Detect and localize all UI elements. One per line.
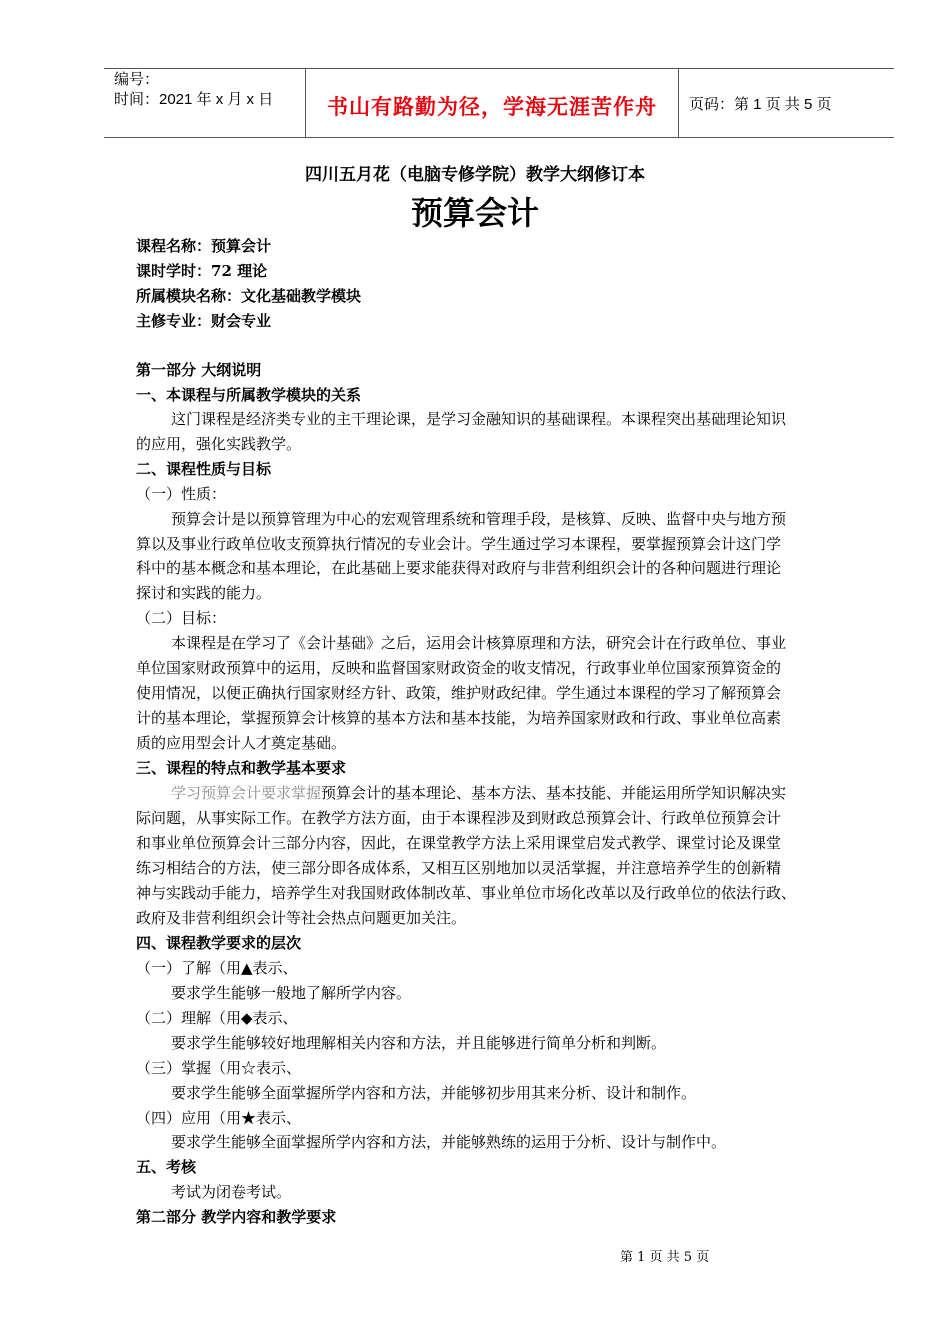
subsection-heading: （二）目标： <box>136 609 227 627</box>
motto: 书山有路勤为径，学海无涯苦作舟 <box>327 95 657 119</box>
paragraph-line: 单位国家财政预算中的运用，反映和监督国家财政资金的收支情况，行政事业单位国家预算资金的 <box>136 659 782 677</box>
paragraph-line <box>171 783 786 803</box>
section-heading: 一、本课程与所属教学模块的关系 <box>136 386 362 404</box>
document-number: 编号： <box>114 71 160 88</box>
level-description: 要求学生能够一般地了解所学内容。 <box>171 984 412 1002</box>
paragraph-line: 的应用，强化实践教学。 <box>136 435 302 453</box>
paragraph-line: 质的应用型会计人才奠定基础。 <box>136 734 347 752</box>
level-description: 要求学生能够全面掌握所学内容和方法，并能够初步用其来分析、设计和制作。 <box>171 1084 697 1102</box>
level-description: 要求学生能够全面掌握所学内容和方法，并能够熟练的运用于分析、设计与制作中。 <box>171 1133 727 1151</box>
header-page-cell <box>679 69 894 137</box>
course-hours: 课时学时：72 理论 <box>136 262 268 280</box>
paragraph-line: 和事业单位预算会计三部分内容，因此，在课堂教学方法上采用课堂启发式教学、课堂讨论及课堂 <box>136 834 782 852</box>
subsection-heading: （一）性质： <box>136 485 227 503</box>
section-heading: 二、课程性质与目标 <box>136 460 272 478</box>
paragraph-line: 练习相结合的方法，使三部分即各成体系，又相互区别地加以灵活掌握，并注意培养学生的创新精 <box>136 859 782 877</box>
header-motto-cell <box>305 69 679 137</box>
paragraph-line: 考试为闭卷考试。 <box>171 1183 292 1201</box>
faded-text: 学习预算会计要求掌握 <box>171 784 322 802</box>
paragraph-line: 使用情况，以便正确执行国家财经方针、政策，维护财政纪律。学生通过本课程的学习了解预算会 <box>136 684 782 702</box>
document-date: 时间：2021 年 x 月 x 日 <box>114 91 274 108</box>
paragraph-line: 预算会计是以预算管理为中心的宏观管理系统和管理手段，是核算、反映、监督中央与地方预 <box>171 510 787 528</box>
paragraph-text: 预算会计的基本理论、基本方法、基本技能、并能运用所学知识解决实 <box>321 784 787 802</box>
page-footer: 第 1 页 共 5 页 <box>620 1250 710 1265</box>
paragraph-line: 神与实践动手能力，培养学生对我国财政体制改革、事业单位市场化改革以及行政单位的依法行政、 <box>136 884 797 902</box>
level-heading: （一）了解（用▲表示、 <box>136 959 298 977</box>
level-heading: （四）应用（用★表示、 <box>136 1109 302 1127</box>
page-info: 页码：第 1 页 共 5 页 <box>689 96 832 113</box>
paragraph-line: 科中的基本概念和基本理论，在此基础上要求能获得对政府与非营利组织会计的各种问题进行理论 <box>136 559 782 577</box>
course-major: 主修专业：财会专业 <box>136 312 272 330</box>
header-table <box>104 68 894 138</box>
part-heading: 第一部分 大纲说明 <box>136 361 262 379</box>
header-meta-cell <box>104 69 304 137</box>
document-subtitle: 四川五月花（电脑专修学院）教学大纲修订本 <box>305 165 645 185</box>
course-name: 课程名称：预算会计 <box>136 237 272 255</box>
section-heading: 四、课程教学要求的层次 <box>136 934 302 952</box>
paragraph-line: 计的基本理论，掌握预算会计核算的基本方法和基本技能，为培养国家财政和行政、事业单位高素 <box>136 709 782 727</box>
paragraph-line: 本课程是在学习了《会计基础》之后，运用会计核算原理和方法，研究会计在行政单位、事业 <box>171 634 787 652</box>
section-heading: 三、课程的特点和教学基本要求 <box>136 759 347 777</box>
level-heading: （二）理解（用◆表示、 <box>136 1009 298 1027</box>
section-heading: 五、考核 <box>136 1158 197 1176</box>
level-description: 要求学生能够较好地理解相关内容和方法，并且能够进行简单分析和判断。 <box>171 1034 667 1052</box>
course-module: 所属模块名称：文化基础教学模块 <box>136 287 362 305</box>
paragraph-line: 际问题，从事实际工作。在教学方法方面，由于本课程涉及到财政总预算会计、行政单位预算会计 <box>136 809 782 827</box>
part-heading: 第二部分 教学内容和教学要求 <box>136 1208 337 1226</box>
paragraph-line: 算以及事业行政单位收支预算执行情况的专业会计。学生通过学习本课程，要掌握预算会计这门学 <box>136 535 782 553</box>
document-title: 预算会计 <box>410 194 539 232</box>
paragraph-line: 政府及非营利组织会计等社会热点问题更加关注。 <box>136 909 467 927</box>
paragraph-line: 这门课程是经济类专业的主干理论课，是学习金融知识的基础课程。本课程突出基础理论知识 <box>171 410 787 428</box>
level-heading: （三）掌握（用☆表示、 <box>136 1059 302 1077</box>
paragraph-line: 探讨和实践的能力。 <box>136 584 272 602</box>
